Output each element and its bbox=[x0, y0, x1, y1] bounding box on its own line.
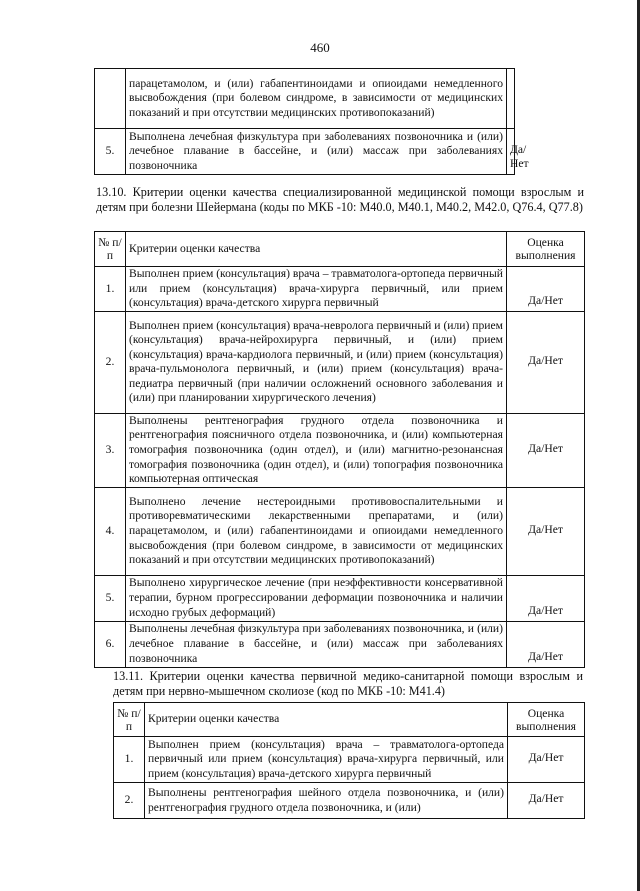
criterion-text: Выполнен прием (консультация) врача-невролога первичный и (или) прием (консультация) врача-нейрохирурга первичный, и (или) прием (консультация) врача-кардиолога первичный, и (или) прием (консультация) врача-пульмонолога первичный, и (или) прием (консультация) врача-педиатра первичный (при наличии осложнений основного заболевания и (или) при планировании хирургического лечения) bbox=[126, 311, 507, 413]
row-number: 4. bbox=[95, 487, 126, 575]
result-cell: Да/Нет bbox=[507, 487, 585, 575]
table-row bbox=[95, 311, 585, 413]
result-cell: Да/Нет bbox=[508, 783, 585, 819]
column-header-result: Оценка выполнения bbox=[507, 232, 585, 267]
table-row bbox=[95, 129, 515, 175]
row-number: 2. bbox=[95, 311, 126, 413]
table-row bbox=[95, 413, 585, 487]
table-row bbox=[95, 69, 515, 129]
criterion-text: Выполнено хирургическое лечение (при неэффективности консервативной терапии, бурном прогрессировании деформации позвоночника и наличии исходно грубых деформаций) bbox=[126, 575, 507, 621]
section-title-13-11: 13.11. Критерии оценки качества первичной медико-санитарной помощи взрослым и детям при нервно-мышечном сколиозе (код по МКБ -10: М41.4) bbox=[113, 669, 583, 698]
row-number: 3. bbox=[95, 413, 126, 487]
result-cell: Да/Нет bbox=[507, 267, 585, 312]
criterion-text: Выполнено лечение нестероидными противовоспалительными и противоревматическими лекарственными препаратами, и (или) парацетамолом, и (или) габапентиноидами и опиоидами немедленного высвобождения (при болевом синдроме, в зависимости от медицинских показаний и при отсутствии медицинских противопоказаний) bbox=[126, 487, 507, 575]
result-cell: Да/Нет bbox=[508, 737, 585, 783]
criterion-text: парацетамолом, и (или) габапентиноидами и опиоидами немедленного высвобождения (при болевом синдроме, в зависимости от медицинских показаний и при отсутствии медицинских противопоказаний) bbox=[126, 69, 507, 129]
table-row bbox=[114, 783, 585, 819]
criterion-text: Выполнены рентгенография грудного отдела позвоночника и рентгенография поясничного отдела позвоночника, и (или) компьютерная томография позвоночника (один отдел), и (или) магнитно-резонансная томография позвоночника (один отдел), и (или) топография позвоночника компьютерная оптическая bbox=[126, 413, 507, 487]
column-header-result: Оценка выполнения bbox=[508, 703, 585, 737]
criteria-table-13-10 bbox=[94, 231, 585, 668]
table-row bbox=[95, 267, 585, 312]
column-header-criterion: Критерии оценки качества bbox=[145, 703, 508, 737]
column-header-criterion: Критерии оценки качества bbox=[126, 232, 507, 267]
row-number: 2. bbox=[114, 783, 145, 819]
row-number: 6. bbox=[95, 621, 126, 667]
table-continued bbox=[94, 68, 529, 175]
result-cell: Да/Нет bbox=[507, 575, 585, 621]
table-header-row bbox=[95, 232, 585, 267]
result-cell: Да/Нет bbox=[507, 621, 585, 667]
criterion-text: Выполнены лечебная физкультура при заболеваниях позвоночника, и (или) лечебное плавание в бассейне, и (или) массаж при заболеваниях позвоночника bbox=[126, 621, 507, 667]
result-cell: Да/Нет bbox=[507, 311, 585, 413]
table-row bbox=[114, 737, 585, 783]
table-row bbox=[95, 487, 585, 575]
criteria-table-13-11 bbox=[113, 702, 585, 819]
row-number bbox=[95, 69, 126, 129]
criterion-text: Выполнен прием (консультация) врача – травматолога-ортопеда первичный или прием (консультация) врача-хирурга первичный, или прием (консультация) врача-детского хирурга первичный bbox=[126, 267, 507, 312]
result-cell bbox=[507, 69, 515, 129]
row-number: 5. bbox=[95, 575, 126, 621]
table-row bbox=[95, 575, 585, 621]
page-number: 460 bbox=[310, 40, 330, 55]
column-header-number: № п/п bbox=[95, 232, 126, 267]
result-cell: Да/Нет bbox=[507, 129, 515, 175]
criterion-text: Выполнены рентгенография шейного отдела позвоночника, и (или) рентгенография грудного отдела позвоночника, и (или) bbox=[145, 783, 508, 819]
table-header-row bbox=[114, 703, 585, 737]
column-header-number: № п/п bbox=[114, 703, 145, 737]
row-number: 1. bbox=[114, 737, 145, 783]
table-row bbox=[95, 621, 585, 667]
section-title-13-10: 13.10. Критерии оценки качества специализированной медицинской помощи взрослым и детям при болезни Шейермана (коды по МКБ -10: М40.0, М40.1, М40.2, М42.0, Q76.4, Q77.8) bbox=[96, 185, 584, 214]
row-number: 1. bbox=[95, 267, 126, 312]
criterion-text: Выполнена лечебная физкультура при заболеваниях позвоночника и (или) лечебное плавание в бассейне, и (или) массаж при заболеваниях позвоночника bbox=[126, 129, 507, 175]
criterion-text: Выполнен прием (консультация) врача – травматолога-ортопеда первичный или прием (консультация) врача-хирурга первичный, или прием (консультация) врача-детского хирурга первичный bbox=[145, 737, 508, 783]
result-cell: Да/Нет bbox=[507, 413, 585, 487]
row-number: 5. bbox=[95, 129, 126, 175]
